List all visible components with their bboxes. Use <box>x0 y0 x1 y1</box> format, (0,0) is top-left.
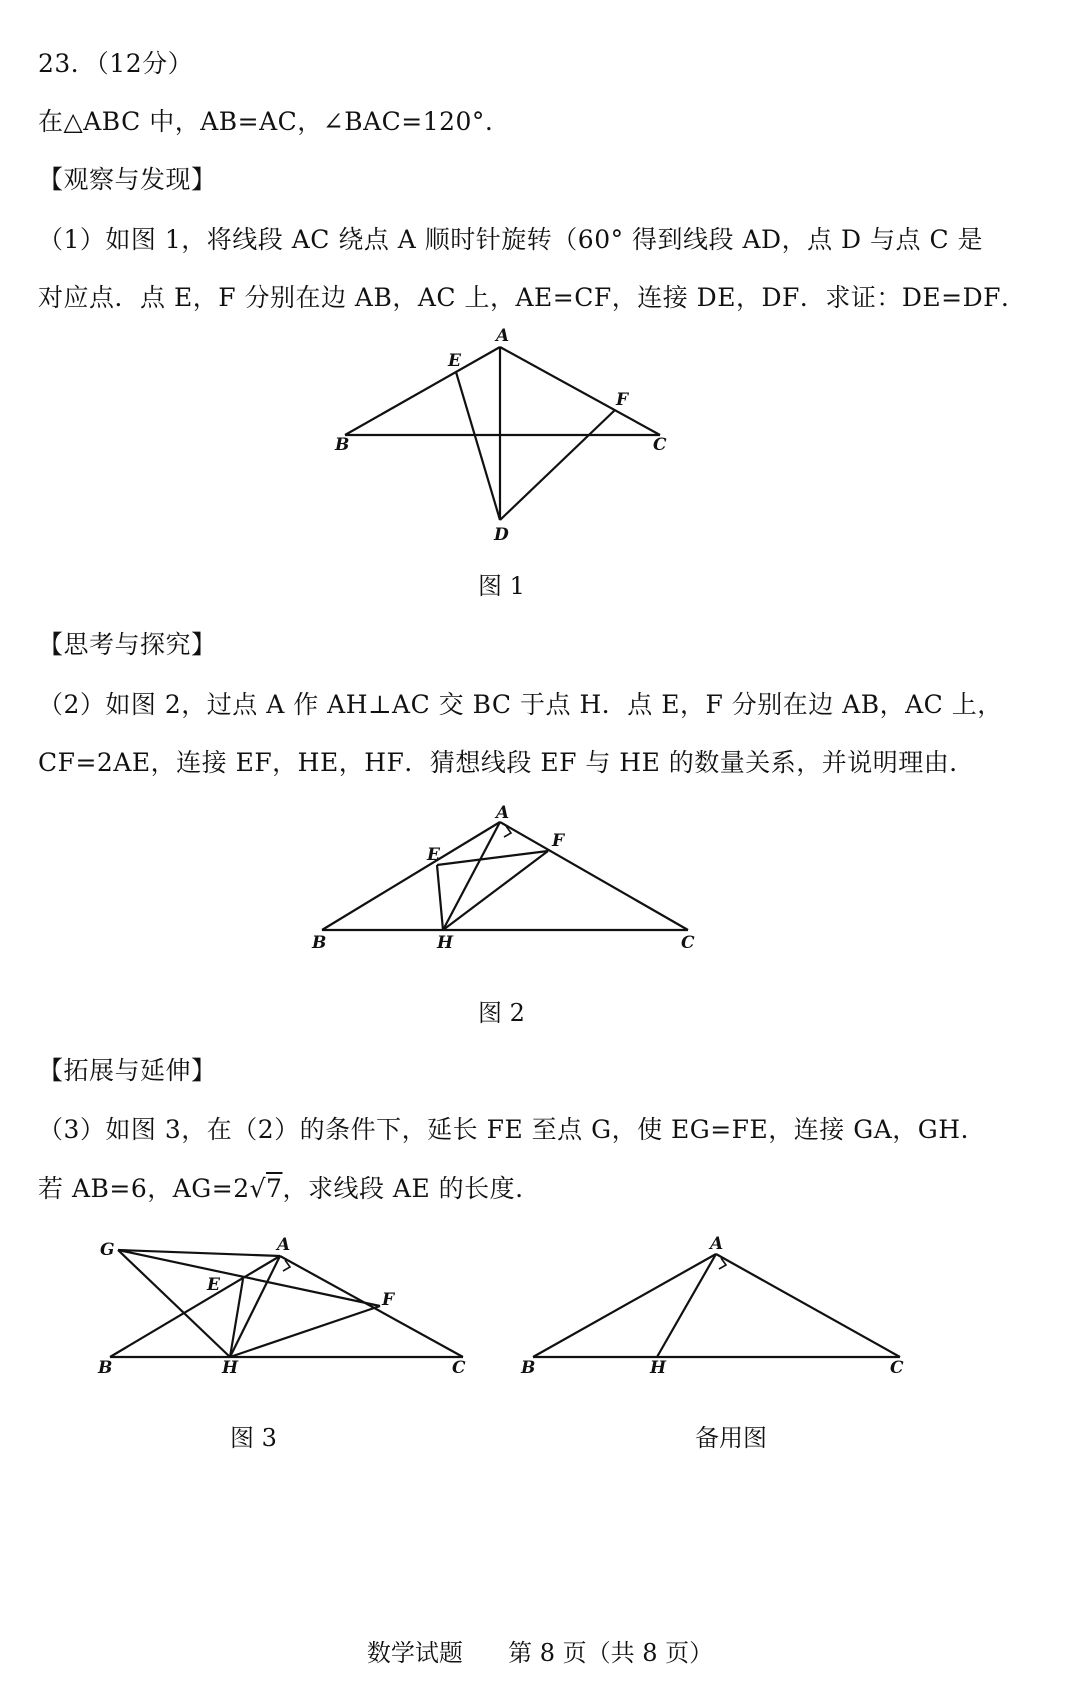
part2-text-line2: CF=2AE，连接 EF，HE，HF．猜想线段 EF 与 HE 的数量关系，并说明理由． <box>38 748 975 777</box>
fig4-label-A: A <box>710 1234 724 1254</box>
fig3-label-H: H <box>222 1358 239 1378</box>
figure-2-caption: 图 2 <box>478 999 525 1027</box>
page-footer <box>0 1633 1080 1668</box>
fig2-label-C: C <box>681 933 695 953</box>
part3-radicand: 7 <box>266 1174 283 1203</box>
fig4-label-B: B <box>521 1358 536 1378</box>
fig2-label-B: B <box>312 933 327 953</box>
figure-segment <box>322 822 500 930</box>
figure-2-drawing <box>311 803 695 953</box>
footer-page: 第 8 页（共 8 页） <box>508 1639 714 1667</box>
fig1-label-D: D <box>494 525 509 545</box>
figure-segment <box>500 822 688 930</box>
fig1-label-F: F <box>616 390 629 410</box>
figure-segment <box>456 372 500 520</box>
fig2-label-F: F <box>552 831 565 851</box>
fig1-label-C: C <box>653 435 667 455</box>
fig1-label-A: A <box>496 326 510 346</box>
fig2-label-E: E <box>427 845 440 865</box>
footer-subject: 数学试题 <box>366 1639 463 1667</box>
figure-segment <box>345 347 500 435</box>
fig1-label-B: B <box>335 435 350 455</box>
figure-segment <box>500 347 660 435</box>
fig3-label-E: E <box>207 1275 220 1295</box>
section-think-title: 【思考与探究】 <box>38 630 217 659</box>
section-observe-title: 【观察与发现】 <box>38 165 217 194</box>
fig3-label-G: G <box>100 1240 115 1260</box>
problem-intro: 在△ABC 中，AB=AC，∠BAC=120°. <box>38 107 494 136</box>
figure-segment <box>716 1254 900 1357</box>
part3-line2-pre: 若 AB=6，AG=2√ <box>38 1174 267 1203</box>
fig3-label-A: A <box>277 1235 291 1255</box>
part3-line2-post: ，求线段 AE 的长度. <box>282 1174 524 1203</box>
fig3-label-F: F <box>382 1290 395 1310</box>
part3-text-line2 <box>38 1169 524 1205</box>
fig1-label-E: E <box>448 351 461 371</box>
fig2-label-A: A <box>496 803 510 823</box>
figure-3-caption: 图 3 <box>230 1424 277 1452</box>
fig4-label-C: C <box>890 1358 904 1378</box>
part1-text-line1: （1）如图 1，将线段 AC 绕点 A 顺时针旋转（60° 得到线段 AD，点 D 与点 C 是 <box>38 225 984 254</box>
fig2-label-H: H <box>437 933 454 953</box>
fig3-label-C: C <box>452 1358 466 1378</box>
problem-number: 23．（12分） <box>38 49 194 78</box>
part1-text-line2: 对应点．点 E，F 分别在边 AB，AC 上，AE=CF，连接 DE，DF．求证：DE=DF． <box>38 283 1027 312</box>
figure-segment <box>118 1250 230 1357</box>
figure-backup-drawing <box>520 1234 904 1378</box>
figure-backup-caption: 备用图 <box>695 1424 767 1452</box>
figure-1-drawing <box>334 326 667 545</box>
part2-text-line1: （2）如图 2，过点 A 作 AH⊥AC 交 BC 于点 H．点 E，F 分别在边 AB，AC 上， <box>38 690 1003 719</box>
part3-text-line1: （3）如图 3，在（2）的条件下，延长 FE 至点 G，使 EG=FE，连接 GA，GH. <box>38 1115 969 1144</box>
figure-segment <box>118 1250 380 1306</box>
figure-segment <box>500 410 615 520</box>
figure-segment <box>437 865 443 930</box>
section-extend-title: 【拓展与延伸】 <box>38 1056 217 1085</box>
figure-segment <box>533 1254 716 1357</box>
fig4-label-H: H <box>650 1358 667 1378</box>
figure-segment <box>280 1256 463 1357</box>
fig3-label-B: B <box>98 1358 113 1378</box>
figure-1-caption: 图 1 <box>478 572 525 600</box>
figure-3-drawing <box>97 1235 466 1378</box>
